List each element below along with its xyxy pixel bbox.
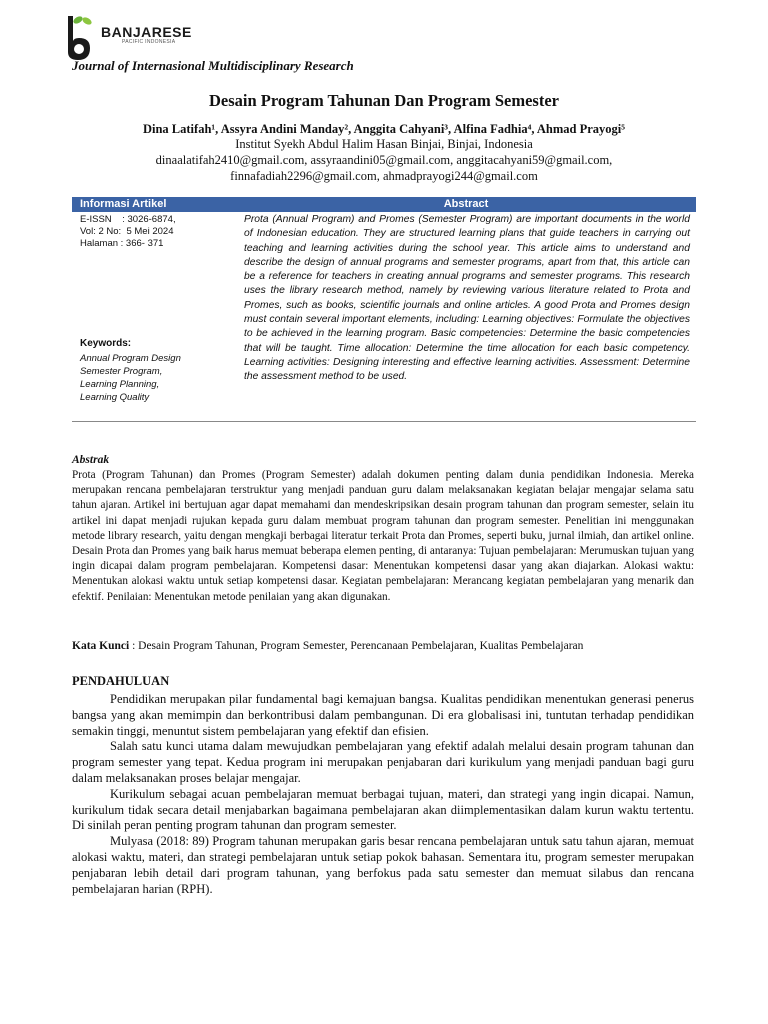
kata-kunci-label: Kata Kunci <box>72 640 130 652</box>
paragraph: Kurikulum sebagai acuan pembelajaran memuat berbagai tujuan, materi, dan strategi yang ingin dicapai. Namun, kurikulum tidak secara detail menjabarkan bagaimana pembelajaran akan diimplementasikan dalam kurun waktu tertentu. Di sinilah peran penting program tahunan dan program semester. <box>72 786 694 833</box>
keyword-item: Learning Planning, <box>80 379 160 390</box>
divider <box>72 421 696 422</box>
keywords-label: Keywords: <box>80 338 132 349</box>
paper-authors: Dina Latifah¹, Assyra Andini Manday², Anggita Cahyani³, Alfina Fadhia⁴, Ahmad Prayogi⁵ <box>142 122 626 136</box>
kata-kunci-text: : Desain Program Tahunan, Program Semester, Perencanaan Pembelajaran, Kualitas Pembelajaran <box>129 640 584 652</box>
intro-body <box>72 692 694 897</box>
paragraph: Pendidikan merupakan pilar fundamental bagi kemajuan bangsa. Kualitas pendidikan menentukan generasi penerus bangsa yang akan memimpin dan berkontribusi dalam pembangunan. Di era globalisasi ini, tuntutan terhadap pendidikan semakin tinggi, menuntut sistem pembelajaran yang efektif dan efisien. <box>72 692 694 738</box>
article-info-heading: Informasi Artikel <box>72 197 240 212</box>
volume: Vol: 2 No: 5 Mei 2024 <box>80 226 174 237</box>
keyword-item: Annual Program Design <box>80 353 181 364</box>
paper-affiliation: Institut Syekh Abdul Halim Hasan Binjai, Binjai, Indonesia <box>235 137 533 151</box>
keyword-item: Learning Quality <box>80 392 150 403</box>
section-heading: PENDAHULUAN <box>72 674 170 688</box>
paper-title: Desain Program Tahunan Dan Program Semester <box>208 91 559 110</box>
logo-name: BANJARESE <box>101 24 192 40</box>
paragraph: Salah satu kunci utama dalam mewujudkan pembelajaran yang efektif adalah melalui desain program tahunan dan program semester yang tepat. Kedua program ini merupakan penjabaran dari kurikulum yang menjadi panduan bagi guru dalam melaksanakan proses belajar mengajar. <box>72 739 694 785</box>
paragraph: Mulyasa (2018: 89) Program tahunan merupakan garis besar rencana pembelajaran untuk satu tahun ajaran, memuat alokasi waktu, materi, dan strategi pembelajaran untuk setiap pokok bahasan. Sementara itu, program semester merupakan penjabaran lebih detail dari program tahunan, yang berfokus pada satu semester dan memuat silabus dan rencana pembelajaran harian (RPH). <box>72 834 694 896</box>
email-line-2: finnafadiah2296@gmail.com, ahmadprayogi244@gmail.com <box>230 169 538 183</box>
paper-emails <box>0 152 768 184</box>
abstrak-text: Prota (Program Tahunan) dan Promes (Program Semester) adalah dokumen penting dalam dunia pendidikan Indonesia. Mereka merupakan rencana pembelajaran terstruktur yang menjadi panduan guru dalam melaksanakan kegiatan belajar mengajar selama satu tahun ajaran. Artikel ini bertujuan agar dapat memahami dan mendeskripsikan desain program tahunan dan program semester, selain itu artikel ini dapat menjadi rujukan kepada guru dalam membuat program tahunan dan program semester. Penelitian ini menggunakan metode library research, yaitu dengan mengkaji berbagai literatur terkait Prota dan Promes, seperti buku, jurnal ilmiah, dan artikel online. Desain Prota dan Promes yang baik harus memuat beberapa elemen penting, di antaranya: Tujuan pembelajaran: Merumuskan tujuan yang ingin dicapai dalam program pembelajaran. Kompetensi dasar: Menentukan kompetensi dasar yang akan diajarkan. Alokasi waktu: Menentukan alokasi waktu untuk setiap kompetensi dasar. Kegiatan pembelajaran: Merancang kegiatan pembelajaran yang menarik dan efektif. Penilaian: Menentukan metode penilaian yang akan digunakan. <box>72 469 694 603</box>
keywords-list <box>80 352 181 404</box>
eissn: E-ISSN : 3026-6874, <box>80 214 176 225</box>
keyword-item: Semester Program, <box>80 366 163 377</box>
abstrak-label: Abstrak <box>72 454 110 466</box>
kata-kunci <box>72 640 583 652</box>
logo-subtitle: PACIFIC INDONESIA <box>122 39 176 45</box>
abstract-heading: Abstract <box>236 197 696 212</box>
pages: Halaman : 366- 371 <box>80 238 164 249</box>
abstract-english-text: Prota (Annual Program) and Promes (Semester Program) are important documents in the world of Indonesian education. They are structured learning plans that guide teachers in carrying out teaching and learning activities during the school year. This article aims to understand and describe the design of annual programs and semester programs, apart from that, this article can be a reference for teachers in creating annual programs and semester programs. This research uses the library research method, namely by reviewing various literature related to Prota and Promes, such as books, scientific journals and online articles. A good Prota and Promes design must contain several important elements, including: Learning objectives: Formulate the objectives to be achieved in the learning program. Basic competencies: Determine the basic competencies that will be taught. Time allocation: Determine the time allocation for each basic competency. Learning activities: Designing interesting and effective learning activities. Assessment: Determine the assessment method to be used. <box>244 214 690 383</box>
email-line-1: dinaalatifah2410@gmail.com, assyraandini05@gmail.com, anggitacahyani59@gmail.com, <box>155 153 613 167</box>
journal-name: Journal of Internasional Multidisciplinary Research <box>72 58 354 73</box>
